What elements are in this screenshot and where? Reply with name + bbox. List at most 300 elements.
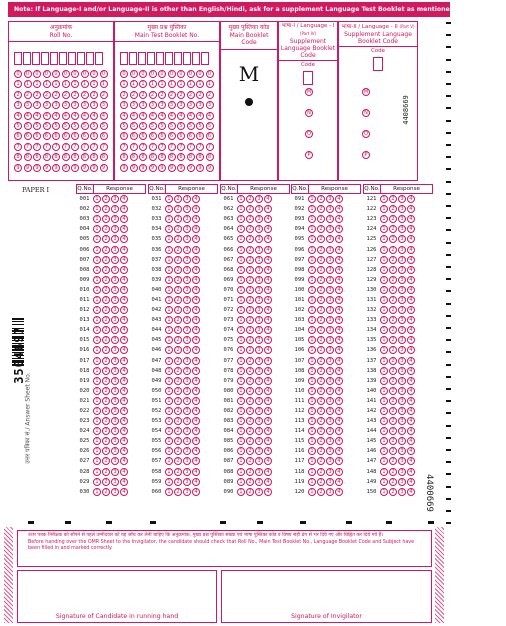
- answer-option-bubble[interactable]: 4: [407, 387, 415, 395]
- answer-option-bubble[interactable]: 3: [111, 468, 119, 476]
- answer-option-bubble[interactable]: 3: [398, 246, 406, 254]
- answer-option-bubble[interactable]: 2: [174, 468, 182, 476]
- answer-option-bubble[interactable]: 2: [174, 357, 182, 365]
- digit-bubble[interactable]: 6: [196, 132, 204, 140]
- answer-option-bubble[interactable]: 2: [174, 286, 182, 294]
- answer-option-bubble[interactable]: 4: [120, 235, 128, 243]
- answer-option-bubble[interactable]: 4: [407, 478, 415, 486]
- digit-bubble[interactable]: 8: [168, 153, 176, 161]
- answer-option-bubble[interactable]: 2: [389, 387, 397, 395]
- answer-option-bubble[interactable]: 2: [389, 266, 397, 274]
- answer-option-bubble[interactable]: 2: [317, 427, 325, 435]
- answer-option-bubble[interactable]: 2: [102, 306, 110, 314]
- answer-option-bubble[interactable]: 3: [398, 346, 406, 354]
- digit-bubble[interactable]: 6: [120, 132, 128, 140]
- answer-option-bubble[interactable]: 2: [174, 478, 182, 486]
- answer-option-bubble[interactable]: 2: [102, 246, 110, 254]
- digit-bubble[interactable]: 8: [120, 153, 128, 161]
- answer-option-bubble[interactable]: 3: [255, 336, 263, 344]
- answer-option-bubble[interactable]: 3: [326, 417, 334, 425]
- answer-option-bubble[interactable]: 1: [380, 468, 388, 476]
- answer-option-bubble[interactable]: 4: [192, 256, 200, 264]
- answer-option-bubble[interactable]: 1: [93, 417, 101, 425]
- answer-option-bubble[interactable]: 1: [165, 276, 173, 284]
- digit-bubble[interactable]: 5: [62, 122, 70, 130]
- answer-option-bubble[interactable]: 1: [308, 427, 316, 435]
- answer-option-bubble[interactable]: 3: [398, 205, 406, 213]
- answer-option-bubble[interactable]: 3: [183, 387, 191, 395]
- answer-option-bubble[interactable]: 1: [165, 447, 173, 455]
- answer-option-bubble[interactable]: 4: [120, 357, 128, 365]
- answer-option-bubble[interactable]: 2: [174, 256, 182, 264]
- answer-option-bubble[interactable]: 1: [308, 367, 316, 375]
- digit-bubble[interactable]: 4: [158, 112, 166, 120]
- answer-option-bubble[interactable]: 2: [246, 417, 254, 425]
- answer-option-bubble[interactable]: 2: [174, 377, 182, 385]
- answer-option-bubble[interactable]: 1: [165, 336, 173, 344]
- answer-option-bubble[interactable]: 2: [102, 387, 110, 395]
- answer-option-bubble[interactable]: 4: [335, 306, 343, 314]
- answer-option-bubble[interactable]: 4: [120, 336, 128, 344]
- answer-option-bubble[interactable]: 1: [308, 296, 316, 304]
- answer-option-bubble[interactable]: 4: [120, 397, 128, 405]
- answer-option-bubble[interactable]: 4: [192, 478, 200, 486]
- digit-bubble[interactable]: 2: [71, 91, 79, 99]
- answer-option-bubble[interactable]: 1: [93, 246, 101, 254]
- digit-bubble[interactable]: 1: [149, 80, 157, 88]
- answer-option-bubble[interactable]: 2: [317, 336, 325, 344]
- digit-bubble[interactable]: 3: [62, 101, 70, 109]
- answer-option-bubble[interactable]: 3: [255, 437, 263, 445]
- answer-option-bubble[interactable]: 3: [183, 296, 191, 304]
- digit-bubble[interactable]: 1: [90, 80, 98, 88]
- digit-bubble[interactable]: 2: [14, 91, 22, 99]
- digit-bubble[interactable]: 6: [149, 132, 157, 140]
- answer-option-bubble[interactable]: 3: [326, 326, 334, 334]
- answer-option-bubble[interactable]: 1: [93, 266, 101, 274]
- answer-option-bubble[interactable]: 1: [165, 256, 173, 264]
- digit-bubble[interactable]: 0: [130, 70, 138, 78]
- digit-bubble[interactable]: 4: [71, 112, 79, 120]
- answer-option-bubble[interactable]: 1: [165, 296, 173, 304]
- booklet-code-filled-bubble[interactable]: [245, 98, 253, 106]
- language-option-bubble[interactable]: O: [305, 130, 313, 138]
- answer-option-bubble[interactable]: 1: [237, 225, 245, 233]
- answer-option-bubble[interactable]: 3: [326, 225, 334, 233]
- answer-option-bubble[interactable]: 1: [165, 427, 173, 435]
- answer-option-bubble[interactable]: 4: [192, 306, 200, 314]
- digit-bubble[interactable]: 7: [177, 143, 185, 151]
- answer-option-bubble[interactable]: 3: [398, 316, 406, 324]
- answer-option-bubble[interactable]: 3: [255, 225, 263, 233]
- answer-option-bubble[interactable]: 2: [389, 478, 397, 486]
- digit-bubble[interactable]: 0: [100, 70, 108, 78]
- answer-option-bubble[interactable]: 4: [264, 417, 272, 425]
- digit-bubble[interactable]: 5: [168, 122, 176, 130]
- answer-option-bubble[interactable]: 4: [407, 447, 415, 455]
- digit-bubble[interactable]: 2: [206, 91, 214, 99]
- digit-bubble[interactable]: 8: [81, 153, 89, 161]
- digit-bubble[interactable]: 5: [130, 122, 138, 130]
- answer-option-bubble[interactable]: 2: [317, 205, 325, 213]
- digit-bubble[interactable]: 8: [43, 153, 51, 161]
- answer-option-bubble[interactable]: 3: [255, 357, 263, 365]
- answer-option-bubble[interactable]: 2: [246, 276, 254, 284]
- answer-option-bubble[interactable]: 1: [237, 407, 245, 415]
- digit-bubble[interactable]: 7: [149, 143, 157, 151]
- answer-option-bubble[interactable]: 3: [111, 296, 119, 304]
- booklet-no-write-boxes[interactable]: [115, 42, 219, 69]
- answer-option-bubble[interactable]: 4: [120, 417, 128, 425]
- answer-option-bubble[interactable]: 1: [93, 468, 101, 476]
- answer-option-bubble[interactable]: 3: [111, 457, 119, 465]
- answer-option-bubble[interactable]: 2: [246, 316, 254, 324]
- language-option-bubble[interactable]: N: [305, 109, 313, 117]
- answer-option-bubble[interactable]: 4: [407, 266, 415, 274]
- answer-option-bubble[interactable]: 3: [398, 457, 406, 465]
- answer-option-bubble[interactable]: 3: [326, 256, 334, 264]
- digit-bubble[interactable]: 1: [168, 80, 176, 88]
- answer-option-bubble[interactable]: 1: [165, 397, 173, 405]
- answer-option-bubble[interactable]: 3: [111, 306, 119, 314]
- answer-option-bubble[interactable]: 4: [335, 225, 343, 233]
- digit-bubble[interactable]: 6: [130, 132, 138, 140]
- answer-option-bubble[interactable]: 1: [380, 326, 388, 334]
- digit-bubble[interactable]: 7: [130, 143, 138, 151]
- answer-option-bubble[interactable]: 3: [326, 437, 334, 445]
- answer-option-bubble[interactable]: 1: [308, 205, 316, 213]
- digit-bubble[interactable]: 4: [100, 112, 108, 120]
- answer-option-bubble[interactable]: 4: [407, 276, 415, 284]
- answer-option-bubble[interactable]: 2: [174, 407, 182, 415]
- digit-bubble[interactable]: 7: [14, 143, 22, 151]
- answer-option-bubble[interactable]: 2: [102, 377, 110, 385]
- answer-option-bubble[interactable]: 3: [398, 447, 406, 455]
- answer-option-bubble[interactable]: 3: [183, 417, 191, 425]
- answer-option-bubble[interactable]: 1: [93, 346, 101, 354]
- answer-option-bubble[interactable]: 1: [165, 367, 173, 375]
- answer-option-bubble[interactable]: 2: [246, 336, 254, 344]
- answer-option-bubble[interactable]: 3: [183, 235, 191, 243]
- language-1-code-box[interactable]: [303, 71, 313, 85]
- answer-option-bubble[interactable]: 2: [246, 488, 254, 496]
- answer-option-bubble[interactable]: 4: [120, 225, 128, 233]
- answer-option-bubble[interactable]: 3: [326, 397, 334, 405]
- answer-option-bubble[interactable]: 4: [120, 478, 128, 486]
- answer-option-bubble[interactable]: 1: [380, 195, 388, 203]
- answer-option-bubble[interactable]: 1: [380, 266, 388, 274]
- digit-bubble[interactable]: 3: [139, 101, 147, 109]
- answer-option-bubble[interactable]: 1: [380, 387, 388, 395]
- answer-option-bubble[interactable]: 2: [317, 447, 325, 455]
- answer-option-bubble[interactable]: 2: [246, 397, 254, 405]
- answer-option-bubble[interactable]: 1: [93, 357, 101, 365]
- digit-bubble[interactable]: 3: [52, 101, 60, 109]
- answer-option-bubble[interactable]: 4: [120, 407, 128, 415]
- answer-option-bubble[interactable]: 2: [317, 397, 325, 405]
- answer-option-bubble[interactable]: 4: [264, 235, 272, 243]
- answer-option-bubble[interactable]: 3: [326, 336, 334, 344]
- answer-option-bubble[interactable]: 4: [407, 407, 415, 415]
- answer-option-bubble[interactable]: 2: [246, 447, 254, 455]
- digit-bubble[interactable]: 3: [187, 101, 195, 109]
- answer-option-bubble[interactable]: 3: [183, 225, 191, 233]
- answer-option-bubble[interactable]: 2: [246, 387, 254, 395]
- answer-option-bubble[interactable]: 2: [389, 246, 397, 254]
- answer-option-bubble[interactable]: 4: [335, 478, 343, 486]
- answer-option-bubble[interactable]: 2: [174, 276, 182, 284]
- digit-bubble[interactable]: 9: [90, 164, 98, 172]
- digit-bubble[interactable]: 6: [139, 132, 147, 140]
- answer-option-bubble[interactable]: 3: [255, 195, 263, 203]
- answer-option-bubble[interactable]: 4: [120, 215, 128, 223]
- digit-bubble[interactable]: 3: [43, 101, 51, 109]
- answer-option-bubble[interactable]: 4: [335, 266, 343, 274]
- digit-bubble[interactable]: 2: [62, 91, 70, 99]
- answer-option-bubble[interactable]: 2: [246, 205, 254, 213]
- answer-option-bubble[interactable]: 3: [111, 205, 119, 213]
- answer-option-bubble[interactable]: 3: [111, 397, 119, 405]
- answer-option-bubble[interactable]: 3: [326, 286, 334, 294]
- digit-bubble[interactable]: 4: [206, 112, 214, 120]
- answer-option-bubble[interactable]: 2: [317, 367, 325, 375]
- answer-option-bubble[interactable]: 2: [246, 468, 254, 476]
- answer-option-bubble[interactable]: 1: [93, 488, 101, 496]
- answer-option-bubble[interactable]: 4: [264, 427, 272, 435]
- answer-option-bubble[interactable]: 4: [192, 457, 200, 465]
- digit-bubble[interactable]: 8: [24, 153, 32, 161]
- answer-option-bubble[interactable]: 1: [237, 397, 245, 405]
- answer-option-bubble[interactable]: 1: [237, 457, 245, 465]
- answer-option-bubble[interactable]: 3: [111, 195, 119, 203]
- answer-option-bubble[interactable]: 4: [407, 397, 415, 405]
- digit-bubble[interactable]: 1: [158, 80, 166, 88]
- answer-option-bubble[interactable]: 2: [246, 266, 254, 274]
- digit-bubble[interactable]: 0: [62, 70, 70, 78]
- digit-bubble[interactable]: 6: [52, 132, 60, 140]
- answer-option-bubble[interactable]: 3: [183, 367, 191, 375]
- digit-bubble[interactable]: 9: [177, 164, 185, 172]
- answer-option-bubble[interactable]: 2: [246, 256, 254, 264]
- answer-option-bubble[interactable]: 4: [192, 346, 200, 354]
- answer-option-bubble[interactable]: 4: [192, 246, 200, 254]
- digit-bubble[interactable]: 8: [139, 153, 147, 161]
- answer-option-bubble[interactable]: 4: [264, 246, 272, 254]
- answer-option-bubble[interactable]: 4: [264, 437, 272, 445]
- answer-option-bubble[interactable]: 2: [102, 417, 110, 425]
- answer-option-bubble[interactable]: 4: [407, 346, 415, 354]
- answer-option-bubble[interactable]: 1: [308, 256, 316, 264]
- answer-option-bubble[interactable]: 1: [308, 266, 316, 274]
- digit-bubble[interactable]: 3: [14, 101, 22, 109]
- answer-option-bubble[interactable]: 4: [120, 306, 128, 314]
- answer-option-bubble[interactable]: 2: [317, 377, 325, 385]
- answer-option-bubble[interactable]: 3: [111, 488, 119, 496]
- answer-option-bubble[interactable]: 2: [389, 296, 397, 304]
- answer-option-bubble[interactable]: 4: [192, 215, 200, 223]
- digit-bubble[interactable]: 3: [100, 101, 108, 109]
- answer-option-bubble[interactable]: 3: [255, 276, 263, 284]
- answer-option-bubble[interactable]: 1: [380, 437, 388, 445]
- answer-option-bubble[interactable]: 2: [174, 427, 182, 435]
- answer-option-bubble[interactable]: 1: [237, 437, 245, 445]
- answer-option-bubble[interactable]: 3: [326, 457, 334, 465]
- answer-option-bubble[interactable]: 1: [237, 215, 245, 223]
- answer-option-bubble[interactable]: 3: [183, 256, 191, 264]
- answer-option-bubble[interactable]: 4: [335, 407, 343, 415]
- answer-option-bubble[interactable]: 2: [389, 407, 397, 415]
- digit-bubble[interactable]: 4: [24, 112, 32, 120]
- candidate-signature-box[interactable]: [17, 570, 217, 623]
- answer-option-bubble[interactable]: 4: [120, 488, 128, 496]
- digit-bubble[interactable]: 6: [187, 132, 195, 140]
- digit-bubble[interactable]: 5: [81, 122, 89, 130]
- digit-bubble[interactable]: 9: [206, 164, 214, 172]
- digit-bubble[interactable]: 2: [158, 91, 166, 99]
- answer-option-bubble[interactable]: 3: [398, 296, 406, 304]
- answer-option-bubble[interactable]: 4: [192, 266, 200, 274]
- digit-bubble[interactable]: 1: [33, 80, 41, 88]
- answer-option-bubble[interactable]: 2: [389, 235, 397, 243]
- answer-option-bubble[interactable]: 2: [317, 478, 325, 486]
- answer-option-bubble[interactable]: 4: [335, 235, 343, 243]
- answer-option-bubble[interactable]: 1: [308, 387, 316, 395]
- answer-option-bubble[interactable]: 1: [93, 215, 101, 223]
- digit-bubble[interactable]: 6: [206, 132, 214, 140]
- digit-bubble[interactable]: 3: [33, 101, 41, 109]
- answer-option-bubble[interactable]: 1: [165, 357, 173, 365]
- answer-option-bubble[interactable]: 3: [255, 316, 263, 324]
- digit-bubble[interactable]: 8: [149, 153, 157, 161]
- answer-option-bubble[interactable]: 4: [335, 326, 343, 334]
- answer-option-bubble[interactable]: 1: [93, 205, 101, 213]
- answer-option-bubble[interactable]: 4: [192, 427, 200, 435]
- digit-bubble[interactable]: 4: [187, 112, 195, 120]
- digit-bubble[interactable]: 1: [24, 80, 32, 88]
- answer-option-bubble[interactable]: 4: [120, 286, 128, 294]
- answer-option-bubble[interactable]: 3: [398, 266, 406, 274]
- answer-option-bubble[interactable]: 4: [264, 468, 272, 476]
- answer-option-bubble[interactable]: 1: [308, 286, 316, 294]
- answer-option-bubble[interactable]: 3: [255, 417, 263, 425]
- answer-option-bubble[interactable]: 1: [93, 387, 101, 395]
- answer-option-bubble[interactable]: 3: [111, 427, 119, 435]
- digit-bubble[interactable]: 4: [130, 112, 138, 120]
- answer-option-bubble[interactable]: 3: [398, 326, 406, 334]
- language-option-bubble[interactable]: P: [305, 151, 313, 159]
- answer-option-bubble[interactable]: 4: [120, 346, 128, 354]
- answer-option-bubble[interactable]: 2: [174, 205, 182, 213]
- answer-option-bubble[interactable]: 3: [326, 306, 334, 314]
- digit-bubble[interactable]: 8: [196, 153, 204, 161]
- answer-option-bubble[interactable]: 1: [380, 276, 388, 284]
- answer-option-bubble[interactable]: 4: [335, 205, 343, 213]
- answer-option-bubble[interactable]: 2: [174, 195, 182, 203]
- answer-option-bubble[interactable]: 3: [398, 387, 406, 395]
- answer-option-bubble[interactable]: 4: [120, 377, 128, 385]
- answer-option-bubble[interactable]: 4: [335, 488, 343, 496]
- answer-option-bubble[interactable]: 2: [389, 215, 397, 223]
- answer-option-bubble[interactable]: 4: [335, 447, 343, 455]
- answer-option-bubble[interactable]: 4: [264, 286, 272, 294]
- answer-option-bubble[interactable]: 4: [192, 296, 200, 304]
- answer-option-bubble[interactable]: 4: [335, 286, 343, 294]
- answer-option-bubble[interactable]: 1: [237, 427, 245, 435]
- answer-option-bubble[interactable]: 4: [264, 195, 272, 203]
- answer-option-bubble[interactable]: 4: [264, 316, 272, 324]
- digit-bubble[interactable]: 2: [52, 91, 60, 99]
- answer-option-bubble[interactable]: 3: [183, 195, 191, 203]
- answer-option-bubble[interactable]: 4: [192, 276, 200, 284]
- answer-option-bubble[interactable]: 1: [237, 235, 245, 243]
- answer-option-bubble[interactable]: 2: [246, 407, 254, 415]
- answer-option-bubble[interactable]: 4: [335, 336, 343, 344]
- answer-option-bubble[interactable]: 4: [407, 326, 415, 334]
- digit-bubble[interactable]: 2: [177, 91, 185, 99]
- digit-bubble[interactable]: 5: [90, 122, 98, 130]
- digit-bubble[interactable]: 1: [43, 80, 51, 88]
- digit-bubble[interactable]: 1: [71, 80, 79, 88]
- answer-option-bubble[interactable]: 3: [398, 195, 406, 203]
- answer-option-bubble[interactable]: 4: [120, 205, 128, 213]
- digit-bubble[interactable]: 8: [130, 153, 138, 161]
- answer-option-bubble[interactable]: 2: [174, 437, 182, 445]
- answer-option-bubble[interactable]: 2: [102, 336, 110, 344]
- answer-option-bubble[interactable]: 1: [237, 488, 245, 496]
- digit-bubble[interactable]: 8: [206, 153, 214, 161]
- answer-option-bubble[interactable]: 2: [246, 437, 254, 445]
- answer-option-bubble[interactable]: 4: [192, 195, 200, 203]
- answer-option-bubble[interactable]: 2: [246, 225, 254, 233]
- answer-option-bubble[interactable]: 2: [102, 437, 110, 445]
- answer-option-bubble[interactable]: 4: [120, 447, 128, 455]
- answer-option-bubble[interactable]: 1: [380, 215, 388, 223]
- answer-option-bubble[interactable]: 3: [111, 266, 119, 274]
- language-option-bubble[interactable]: M: [306, 89, 312, 95]
- digit-bubble[interactable]: 6: [62, 132, 70, 140]
- answer-option-bubble[interactable]: 1: [380, 306, 388, 314]
- answer-option-bubble[interactable]: 1: [93, 457, 101, 465]
- answer-option-bubble[interactable]: 4: [120, 276, 128, 284]
- answer-option-bubble[interactable]: 4: [264, 407, 272, 415]
- digit-bubble[interactable]: 4: [81, 112, 89, 120]
- digit-bubble[interactable]: 2: [139, 91, 147, 99]
- answer-option-bubble[interactable]: 1: [165, 457, 173, 465]
- answer-option-bubble[interactable]: 3: [255, 457, 263, 465]
- answer-option-bubble[interactable]: 1: [380, 296, 388, 304]
- answer-option-bubble[interactable]: 2: [174, 367, 182, 375]
- answer-option-bubble[interactable]: 3: [183, 488, 191, 496]
- answer-option-bubble[interactable]: 2: [317, 457, 325, 465]
- answer-option-bubble[interactable]: 2: [174, 488, 182, 496]
- digit-bubble[interactable]: 2: [43, 91, 51, 99]
- digit-bubble[interactable]: 5: [14, 122, 22, 130]
- digit-bubble[interactable]: 6: [168, 132, 176, 140]
- answer-option-bubble[interactable]: 3: [255, 246, 263, 254]
- answer-option-bubble[interactable]: 4: [120, 326, 128, 334]
- answer-option-bubble[interactable]: 1: [237, 447, 245, 455]
- answer-option-bubble[interactable]: 1: [308, 437, 316, 445]
- answer-option-bubble[interactable]: 4: [192, 397, 200, 405]
- answer-option-bubble[interactable]: 2: [174, 336, 182, 344]
- answer-option-bubble[interactable]: 1: [93, 256, 101, 264]
- answer-option-bubble[interactable]: 4: [264, 397, 272, 405]
- answer-option-bubble[interactable]: 3: [398, 417, 406, 425]
- answer-option-bubble[interactable]: 2: [317, 306, 325, 314]
- digit-bubble[interactable]: 3: [168, 101, 176, 109]
- answer-option-bubble[interactable]: 2: [246, 286, 254, 294]
- digit-bubble[interactable]: 6: [43, 132, 51, 140]
